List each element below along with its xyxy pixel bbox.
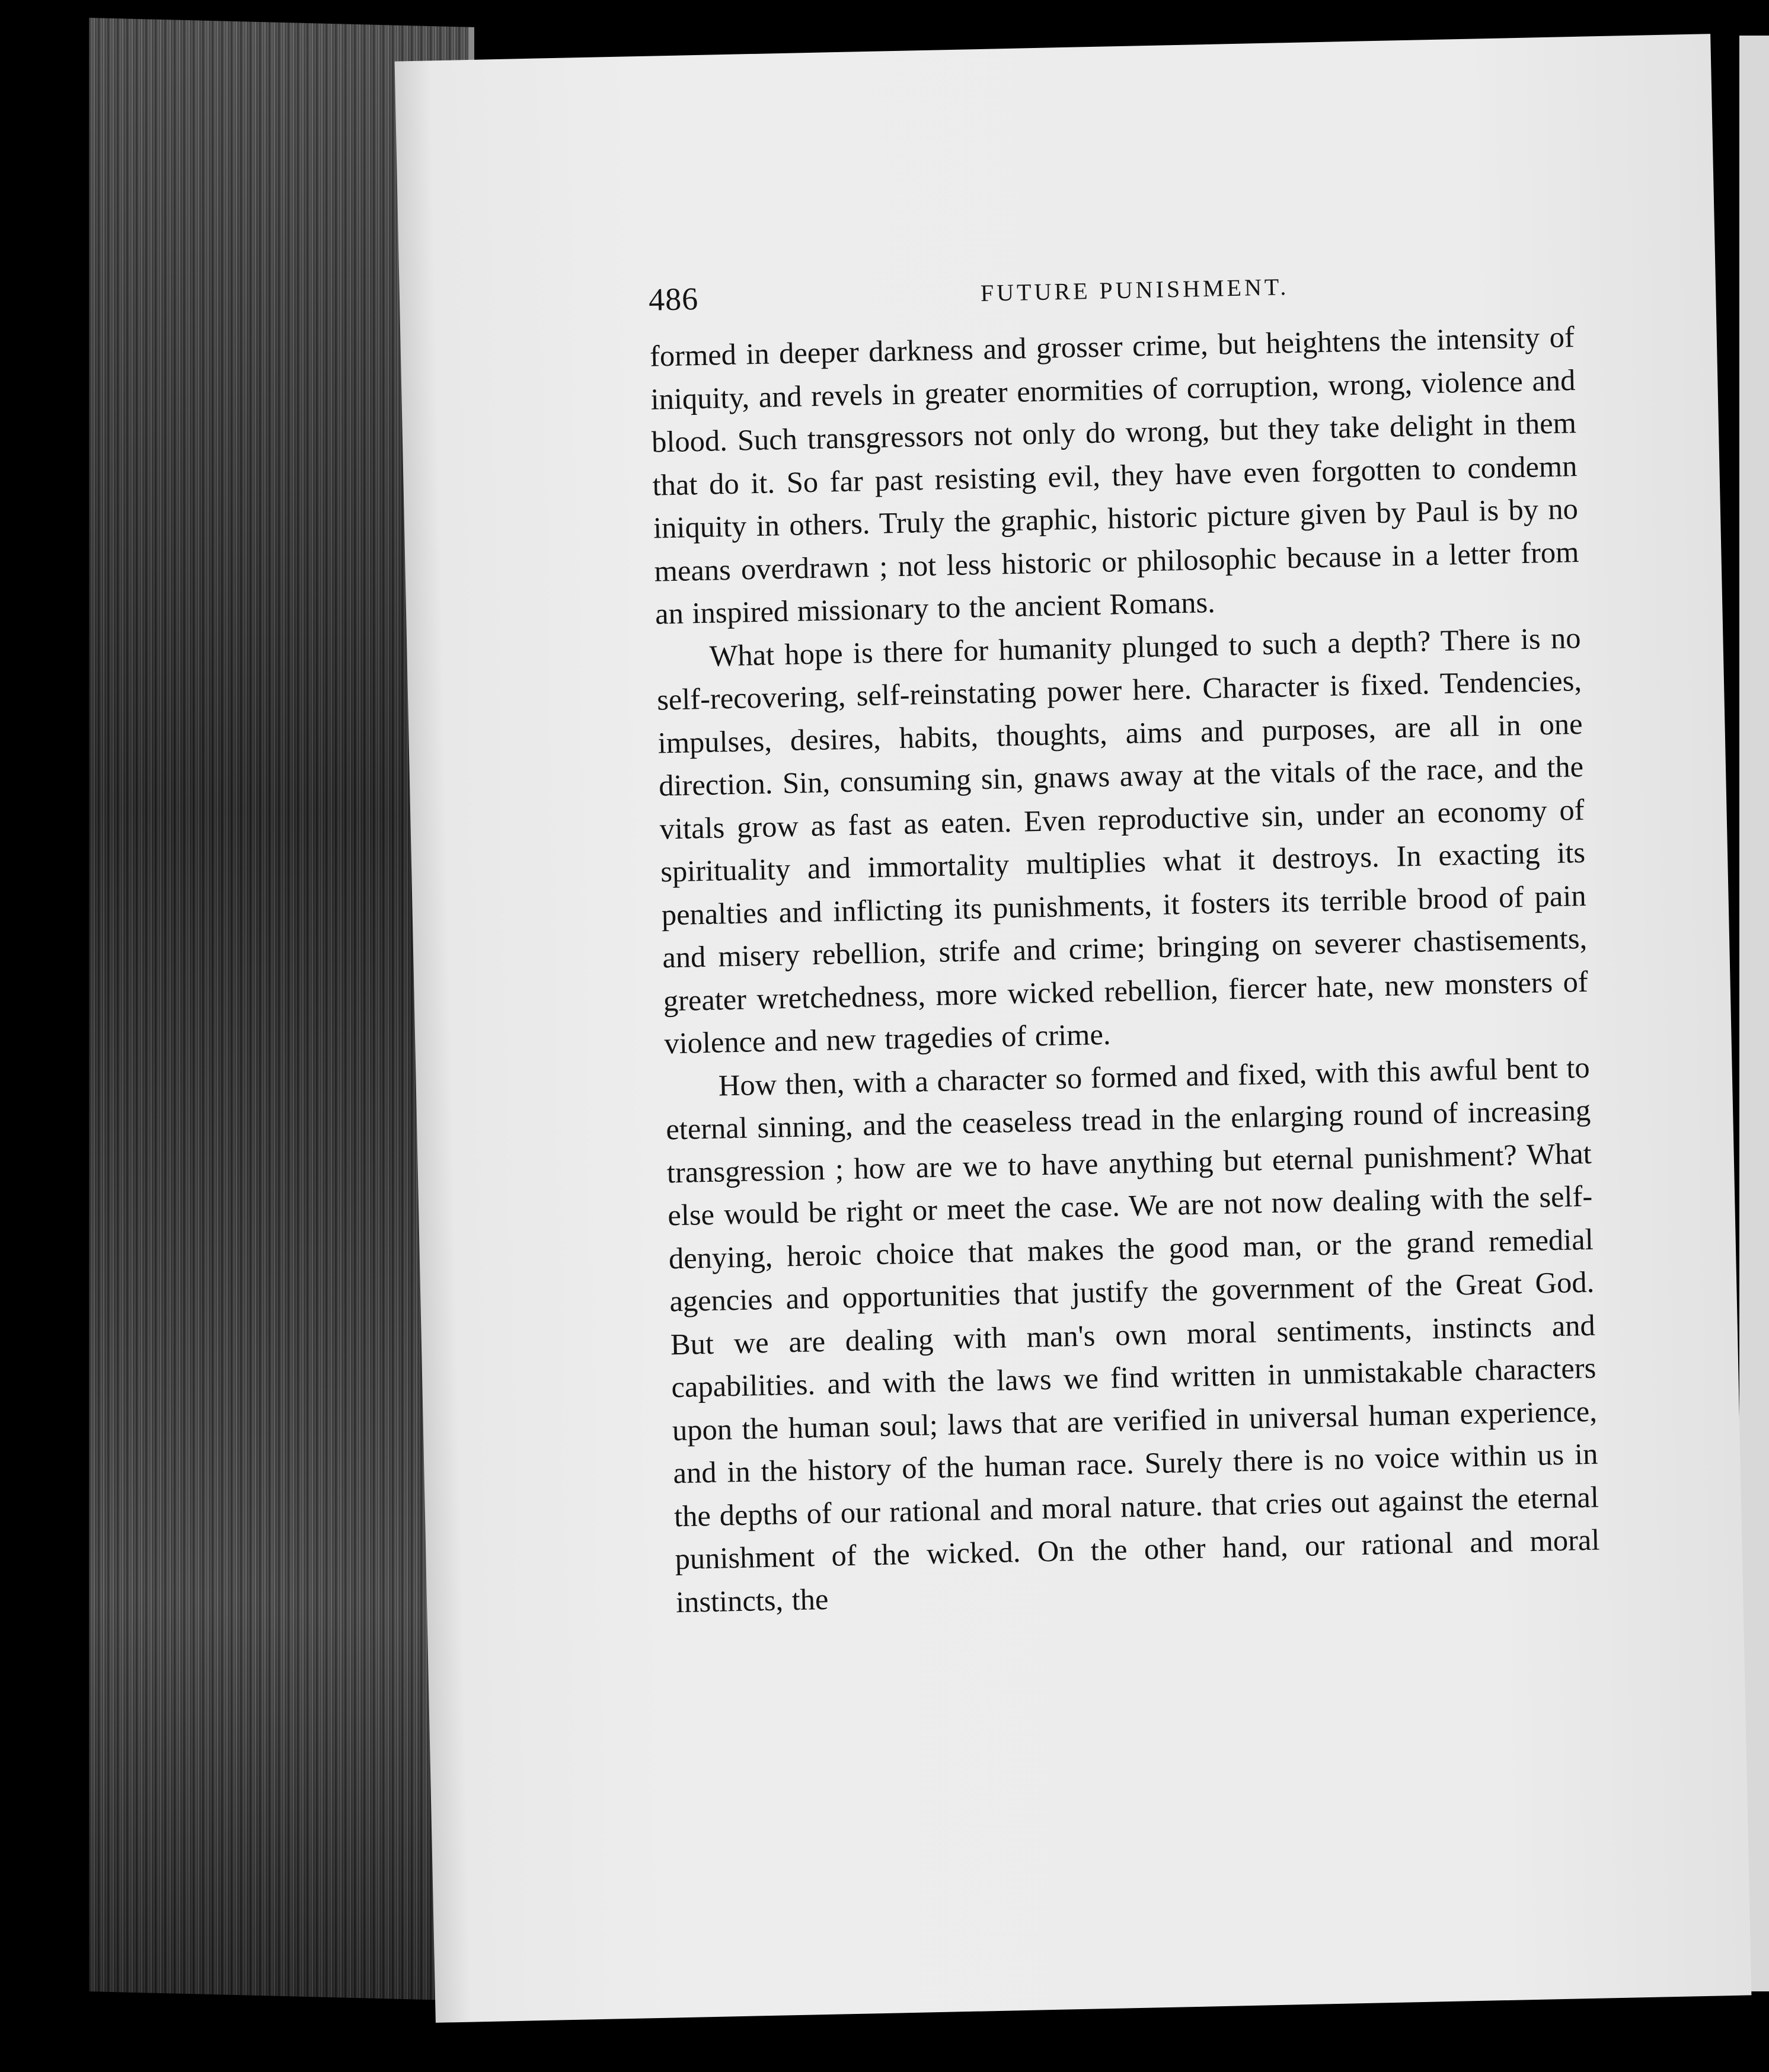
paragraph-continuation: formed in deeper darkness and grosser crime, but heightens the intensity of iniquity, and revels in greater enormities of corruption, wrong, violence and blood. Such transgressors not only do wrong, but they take delight in them that do it. So far past resisting evil, they have even forgotten to condemn iniquity in others. Truly the graphic, historic picture given by Paul is by no means overdrawn ; not less historic or philosophic because in a letter from an inspired missionary to the ancient Romans. xyxy=(649,320,1579,631)
page-number: 486 xyxy=(648,280,699,318)
running-title: FUTURE PUNISHMENT. xyxy=(980,273,1289,306)
text-block xyxy=(648,262,1601,1623)
paragraph-eternal-punishment: How then, with a character so formed and fixed, with this awful bent to eternal sinning, and the ceaseless tread in the enlarging round of increasing transgression ; how are we to have anything but eternal punishment? What else would be right or meet the case. We are not now dealing with the self-denying, heroic choice that makes the good man, or the grand remedial agencies and opportunities that justify the government of the Great God. But we are dealing with man's own moral sentiments, instincts and capabilities. and with the laws we find written in unmistakable characters upon the human soul; laws that are verified in universal human experience, and in the history of the human race. Surely there is no voice within us in the depths of our rational and moral nature. that cries out against the eternal punishment of the wicked. On the other hand, our rational and moral instincts, the xyxy=(665,1050,1600,1619)
book-page xyxy=(395,34,1752,2023)
paragraph-hope-for-humanity: What hope is there for humanity plunged to such a depth? There is no self-recovering, self-reinstating power here. Character is fixed. Tendencies, impulses, desires, habits, thoughts, aims and purposes, are all in one direction. Sin, consuming sin, gnaws away at the vitals of the race, and the vitals grow as fast as eaten. Even reproductive sin, under an economy of spirituality and immortality multiplies what it destroys. In exacting its penalties and inflicting its punishments, it fosters its terrible brood of pain and misery rebellion, strife and crime; bringing on severer chastisements, greater wretchedness, more wicked rebellion, fiercer hate, new monsters of violence and new tragedies of crime. xyxy=(656,621,1589,1060)
